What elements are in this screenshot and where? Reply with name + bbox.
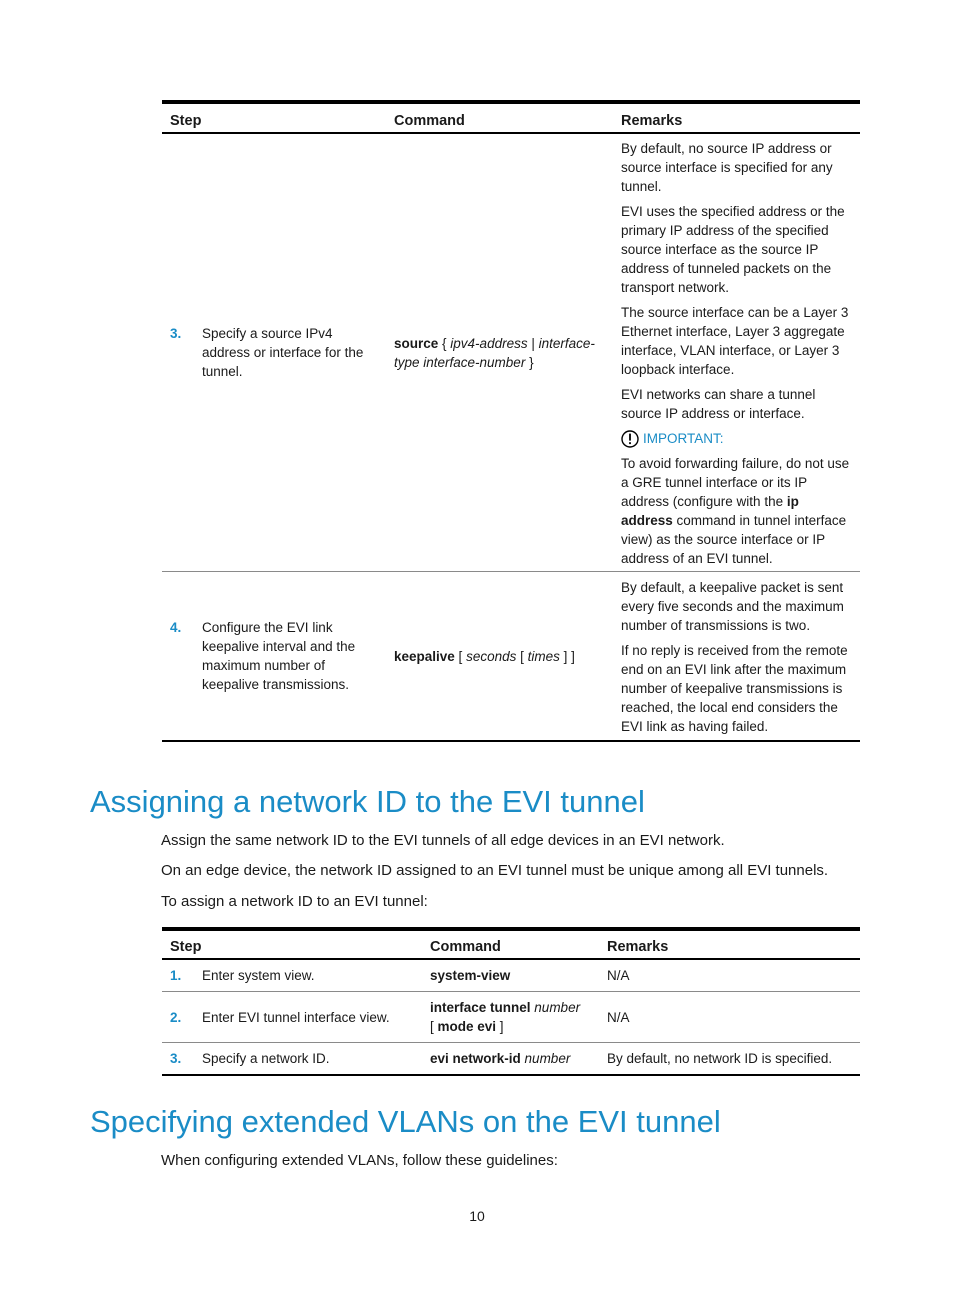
table-header-row xyxy=(162,102,860,133)
page-number: 10 xyxy=(469,1208,485,1224)
step-cell xyxy=(162,992,422,1043)
table-header-row xyxy=(162,929,860,959)
table-row xyxy=(162,992,860,1043)
command-cell xyxy=(422,1043,599,1076)
command-argument: number xyxy=(524,1051,571,1066)
command-table-1 xyxy=(162,100,860,742)
command-argument: interface-type interface-number xyxy=(394,335,595,370)
remarks-cell xyxy=(613,133,860,572)
step-number: 3. xyxy=(170,1051,182,1066)
important-text-part: To avoid forwarding failure, do not use a GRE tunnel interface or its IP address (configure with the xyxy=(621,456,850,509)
remarks-cell: N/A xyxy=(607,1009,630,1025)
remark-paragraph: By default, a keepalive packet is sent every five seconds and the maximum number of transmissions is two. xyxy=(621,580,844,633)
command-punct: | xyxy=(527,335,539,351)
command-punct: [ xyxy=(516,648,528,664)
remarks-cell: By default, no network ID is specified. xyxy=(607,1051,833,1066)
command-keyword: keepalive xyxy=(394,648,455,664)
step-cell xyxy=(162,1043,422,1076)
important-note-label xyxy=(621,429,852,448)
remarks-cell xyxy=(613,572,860,742)
exclamation-circle-icon xyxy=(621,430,639,448)
header-remarks: Remarks xyxy=(607,939,669,955)
step-number: 4. xyxy=(170,620,182,635)
section-heading: Assigning a network ID to the EVI tunnel xyxy=(90,784,645,819)
step-number: 2. xyxy=(170,1009,182,1025)
command-punct: ] ] xyxy=(559,648,575,664)
command-keyword: source xyxy=(394,335,439,351)
remark-paragraph: EVI networks can share a tunnel source IP address or interface. xyxy=(621,387,816,421)
command-cell xyxy=(422,959,599,992)
command-argument: ipv4-address xyxy=(450,335,528,351)
step-number: 3. xyxy=(170,326,182,341)
command-cell xyxy=(386,133,613,572)
step-cell xyxy=(162,959,422,992)
command-punct: } xyxy=(525,354,534,370)
remark-paragraph: EVI uses the specified address or the primary IP address of the specified source interface as the source IP address of tunneled packets on the transport network. xyxy=(621,204,845,295)
header-command: Command xyxy=(394,113,465,129)
step-text: Enter EVI tunnel interface view. xyxy=(202,1009,390,1025)
remarks-cell: N/A xyxy=(607,968,630,983)
body-paragraph: When configuring extended VLANs, follow these guidelines: xyxy=(161,1152,558,1169)
step-number: 1. xyxy=(170,968,182,983)
step-cell xyxy=(162,133,386,572)
step-text: Specify a source IPv4 address or interface for the tunnel. xyxy=(202,326,364,379)
step-text: Enter system view. xyxy=(202,968,315,983)
step-text: Configure the EVI link keepalive interval and the maximum number of keepalive transmissions. xyxy=(202,620,356,692)
header-step: Step xyxy=(170,113,202,129)
body-paragraph: On an edge device, the network ID assigned to an EVI tunnel must be unique among all EVI tunnels. xyxy=(161,862,829,879)
command-table-2 xyxy=(162,927,860,1076)
step-text: Specify a network ID. xyxy=(202,1051,330,1066)
important-text xyxy=(621,454,852,568)
step-cell xyxy=(162,572,386,742)
command-argument: times xyxy=(527,648,560,664)
command-punct: ] xyxy=(496,1019,504,1034)
body-paragraph: To assign a network ID to an EVI tunnel: xyxy=(161,893,428,910)
header-command: Command xyxy=(430,939,501,955)
command-punct: { xyxy=(438,335,451,351)
command-keyword: interface tunnel xyxy=(430,1000,531,1015)
command-punct: [ xyxy=(454,648,467,664)
table-row xyxy=(162,572,860,742)
important-keyword: ip address xyxy=(621,494,799,528)
command-keyword: mode evi xyxy=(437,1019,497,1034)
body-paragraph: Assign the same network ID to the EVI tunnels of all edge devices in an EVI network. xyxy=(161,832,725,849)
header-remarks: Remarks xyxy=(621,113,683,129)
command-argument: number xyxy=(534,1000,581,1015)
table-row xyxy=(162,133,860,572)
remark-paragraph: If no reply is received from the remote end on an EVI link after the maximum number of keepalive transmissions is reached, the local end considers the EVI link as having failed. xyxy=(621,643,848,734)
command-argument: seconds xyxy=(466,648,517,664)
important-label: IMPORTANT: xyxy=(643,431,724,446)
command-keyword: system-view xyxy=(430,968,511,983)
header-step: Step xyxy=(170,939,202,955)
table-row xyxy=(162,959,860,992)
table-row xyxy=(162,1043,860,1076)
remark-paragraph: By default, no source IP address or source interface is specified for any tunnel. xyxy=(621,141,833,194)
command-cell xyxy=(422,992,599,1043)
remark-paragraph: The source interface can be a Layer 3 Ethernet interface, Layer 3 aggregate interface, VLAN interface, or Layer 3 loopback interface. xyxy=(621,305,849,377)
important-text-part: command in tunnel interface view) as the source interface or IP address of an EVI tunnel. xyxy=(621,513,847,566)
command-punct: [ xyxy=(430,1019,438,1034)
command-keyword: evi network-id xyxy=(430,1051,521,1066)
section-heading: Specifying extended VLANs on the EVI tunnel xyxy=(90,1104,721,1139)
command-cell xyxy=(386,572,613,742)
